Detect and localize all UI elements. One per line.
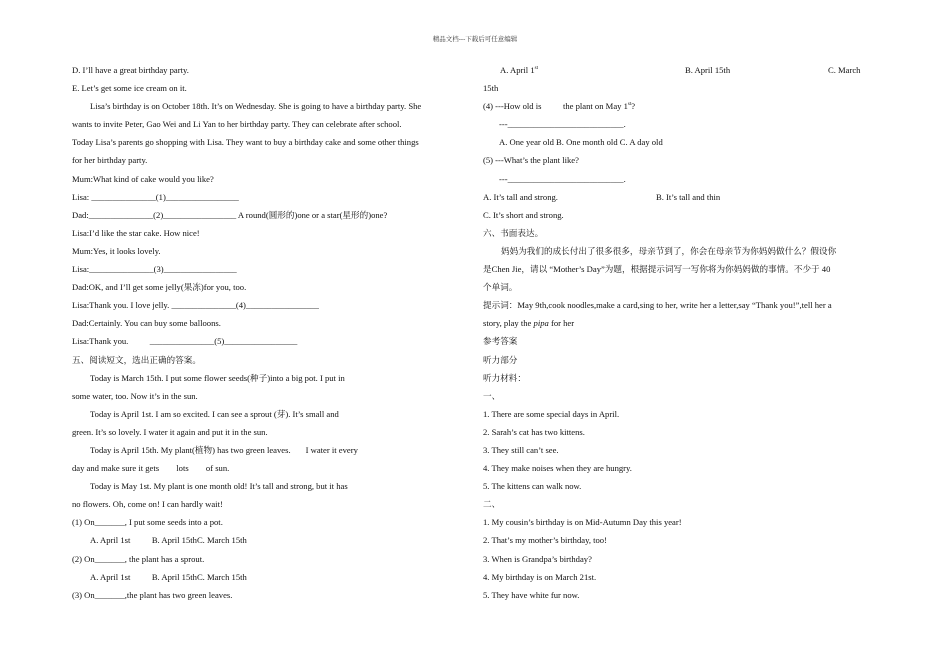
reading-line: Today is April 15th. My plant(植物) has two green leaves. I water it every xyxy=(90,444,358,455)
q5-option-b: B. It’s tall and thin xyxy=(656,191,721,202)
q3-option-a: A. April 1st xyxy=(500,65,538,75)
q3-option-c-continued: 15th xyxy=(483,83,499,94)
writing-prompt-line: 妈妈为我们的成长付出了很多很多，母亲节到了，你会在母亲节为你妈妈做什么？假设你 xyxy=(501,245,837,256)
question-4-options: A. One year old B. One month old C. A day old xyxy=(499,137,663,148)
listening-item: 4. My birthday is on March 21st. xyxy=(483,571,597,582)
dialogue-line: Lisa:Thank you. I love jelly. _______________(4)_________________ xyxy=(72,300,319,311)
part-2-label: 二、 xyxy=(483,499,501,510)
question-5-blank: ---___________________________. xyxy=(499,173,626,184)
passage-line: Lisa’s birthday is on October 18th. It’s on Wednesday. She is going to have a birthday party. She xyxy=(90,101,422,112)
q5-option-c: C. It’s short and strong. xyxy=(483,209,564,220)
left-column xyxy=(72,61,467,604)
dialogue-line: Lisa:_______________(3)_________________ xyxy=(72,264,237,275)
section-6-heading: 六、书面表达。 xyxy=(483,227,544,238)
reading-line: some water, too. Now it’s in the sun. xyxy=(72,390,198,401)
dialogue-line: Dad:_______________(2)_________________ A round(圆形的)one or a star(星形的)one? xyxy=(72,209,388,220)
q3-option-c: C. March xyxy=(828,65,861,75)
reading-line: no flowers. Oh, come on! I can hardly wait! xyxy=(72,499,223,510)
dialogue-line: Lisa:I’d like the star cake. How nice! xyxy=(72,227,200,238)
hint-words-continued: story, play the pipa for her xyxy=(483,318,575,329)
reading-line: day and make sure it gets lots of sun. xyxy=(72,463,230,474)
page-header: 精品文档---下载后可任意编辑 xyxy=(432,36,518,43)
question-4-blank: ---___________________________. xyxy=(499,119,626,130)
question-5: (5) ---What’s the plant like? xyxy=(483,155,579,166)
option-d: D. I’ll have a great birthday party. xyxy=(72,65,189,75)
question-3-options xyxy=(483,61,883,79)
listening-item: 3. When is Grandpa’s birthday? xyxy=(483,553,592,564)
dialogue-line: Lisa: _______________(1)_________________ xyxy=(72,191,239,202)
question-3: (3) On_______,the plant has two green leaves. xyxy=(72,589,233,600)
question-4: (4) ---How old is the plant on May 1st? xyxy=(483,101,636,112)
listening-item: 2. Sarah’s cat has two kittens. xyxy=(483,426,585,437)
reading-line: Today is April 1st. I am so excited. I can see a sprout (芽). It’s small and xyxy=(90,408,339,419)
section-5-heading: 五、阅读短文，选出正确的答案。 xyxy=(72,354,201,365)
reading-line: Today is March 15th. I put some flower seeds(种子)into a big pot. I put in xyxy=(90,372,345,383)
option-e: E. Let’s get some ice cream on it. xyxy=(72,83,187,94)
dialogue-line: Dad:OK, and I’ll get some jelly(果冻)for you, too. xyxy=(72,282,247,293)
question-1-options: A. April 1st B. April 15thC. March 15th xyxy=(90,535,247,546)
reading-line: Today is May 1st. My plant is one month old! It’s tall and strong, but it has xyxy=(90,481,348,492)
right-column xyxy=(483,61,883,604)
reading-line: green. It’s so lovely. I water it again and put it in the sun. xyxy=(72,426,268,437)
listening-item: 5. The kittens can walk now. xyxy=(483,481,582,492)
answer-key-heading: 参考答案 xyxy=(483,336,518,347)
listening-heading: 听力部分 xyxy=(483,354,518,365)
question-2-options: A. April 1st B. April 15thC. March 15th xyxy=(90,571,247,582)
passage-line: for her birthday party. xyxy=(72,155,148,166)
listening-item: 3. They still can’t see. xyxy=(483,444,559,455)
question-2: (2) On_______, the plant has a sprout. xyxy=(72,553,205,564)
listening-material-heading: 听力材料： xyxy=(483,372,526,383)
part-1-label: 一、 xyxy=(483,390,501,401)
listening-item: 4. They make noises when they are hungry. xyxy=(483,463,632,474)
hint-words: 提示词：May 9th,cook noodles,make a card,sing to her, write her a letter,say “Thank you!”,tell her a xyxy=(483,300,832,311)
listening-item: 1. My cousin’s birthday is on Mid-Autumn Day this year! xyxy=(483,517,682,528)
passage-line: Today Lisa’s parents go shopping with Lisa. They want to buy a birthday cake and some other things xyxy=(72,137,419,148)
writing-prompt-line: 个单词。 xyxy=(483,282,518,293)
q3-option-b: B. April 15th xyxy=(685,65,731,75)
question-5-options xyxy=(483,188,883,206)
listening-item: 5. They have white fur now. xyxy=(483,589,580,600)
dialogue-line: Mum:What kind of cake would you like? xyxy=(72,173,214,184)
dialogue-line: Dad:Certainly. You can buy some balloons. xyxy=(72,318,221,329)
dialogue-line: Mum:Yes, it looks lovely. xyxy=(72,245,161,256)
dialogue-line: Lisa:Thank you. _______________(5)_________________ xyxy=(72,336,298,347)
listening-item: 2. That’s my mother’s birthday, too! xyxy=(483,535,607,546)
question-1: (1) On_______, I put some seeds into a pot. xyxy=(72,517,223,528)
listening-item: 1. There are some special days in April. xyxy=(483,408,620,419)
passage-line: wants to invite Peter, Gao Wei and Li Yan to her birthday party. They can celebrate after school. xyxy=(72,119,402,130)
q5-option-a: A. It’s tall and strong. xyxy=(483,191,558,202)
writing-prompt-line: 是Chen Jie，请以 “Mother’s Day”为题，根据提示词写一写你将为你妈妈做的事情。不少于 40 xyxy=(483,264,831,275)
